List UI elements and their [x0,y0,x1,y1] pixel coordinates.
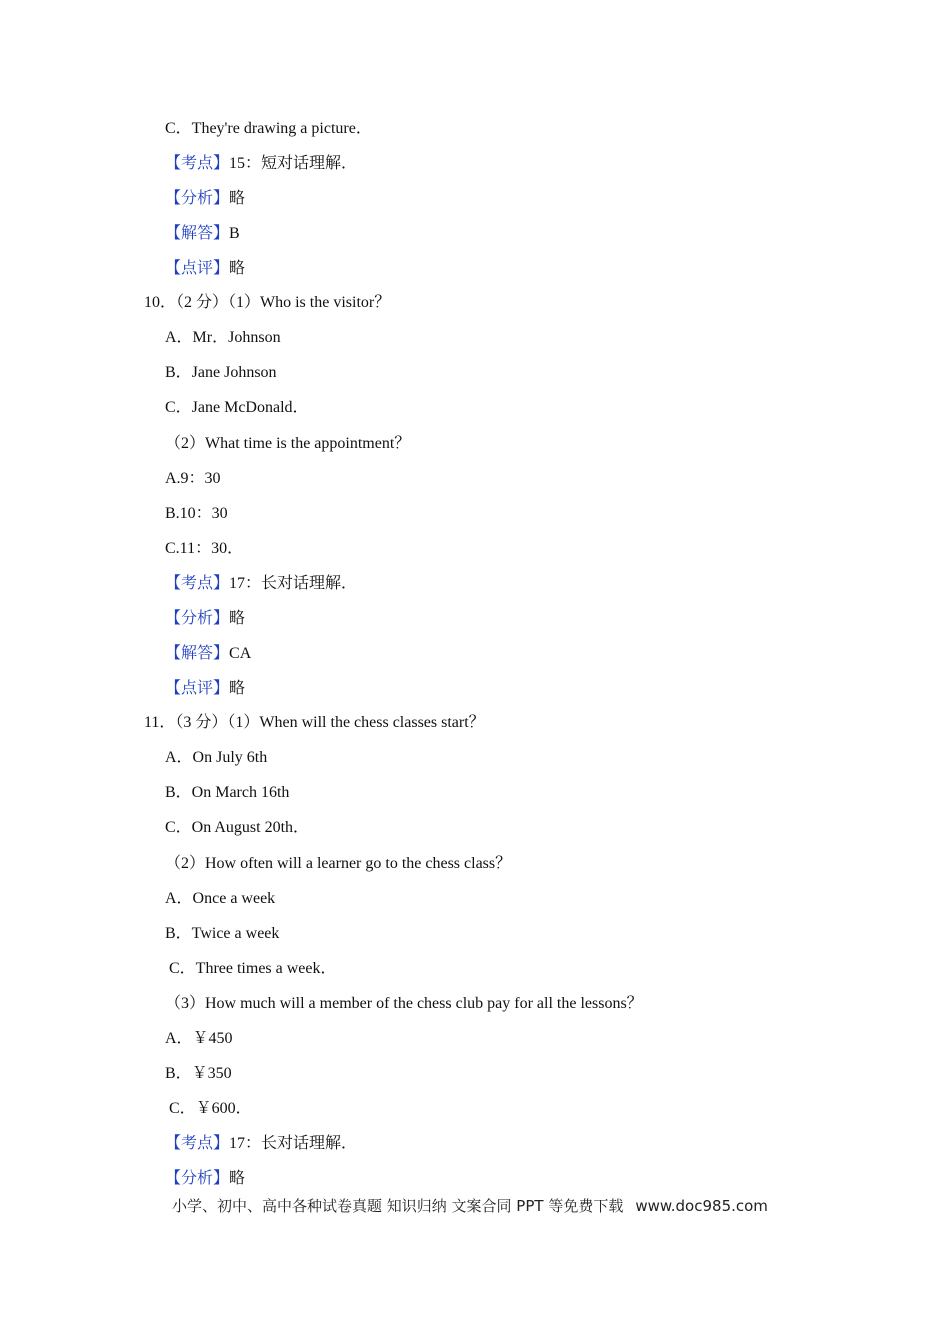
option-a: A．Once a week [165,890,276,907]
option-b: B．Twice a week [165,925,280,942]
jieda-line: 【解答】CA [165,645,252,662]
jieda-line: 【解答】B [165,225,240,242]
option-b: B.10：30 [165,505,228,522]
option-a: A．On July 6th [165,749,268,766]
option-a: A．￥450 [165,1030,233,1047]
option-a: A．Mr．Johnson [165,329,281,346]
option-b: B．Jane Johnson [165,364,277,381]
question-11: 11．（3 分）（1）When will the chess classes start？ [144,714,485,731]
page-footer [172,1196,768,1216]
kaodian-line: 【考点】15：短对话理解． [165,155,358,172]
option-b: B．On March 16th [165,784,290,801]
option-c: C．￥600． [169,1100,252,1117]
option-c: C．On August 20th． [165,819,310,836]
sub-question: （2）How often will a learner go to the chess class？ [165,855,512,872]
kaodian-line: 【考点】17：长对话理解． [165,1135,358,1152]
dianping-line: 【点评】略 [165,680,246,697]
sub-question: （2）What time is the appointment？ [165,435,411,452]
option-a: A.9：30 [165,470,221,487]
kaodian-line: 【考点】17：长对话理解． [165,575,358,592]
question-10: 10．（2 分）（1）Who is the visitor？ [144,294,391,311]
footer-url-link[interactable]: www.doc985.com [635,1197,768,1215]
option-c: C．Three times a week． [169,960,337,977]
option-b: B．￥350 [165,1065,232,1082]
fenxi-line: 【分析】略 [165,190,246,207]
option-c-q9: C．They're drawing a picture． [165,120,372,137]
fenxi-line: 【分析】略 [165,610,246,627]
option-c: C.11：30． [165,540,244,557]
fenxi-line: 【分析】略 [165,1170,246,1187]
footer-text: 小学、初中、高中各种试卷真题 知识归纳 文案合同 PPT 等免费下载 [172,1197,624,1215]
sub-question: （3）How much will a member of the chess club pay for all the lessons？ [165,995,643,1012]
option-c: C．Jane McDonald． [165,399,309,416]
dianping-line: 【点评】略 [165,260,246,277]
